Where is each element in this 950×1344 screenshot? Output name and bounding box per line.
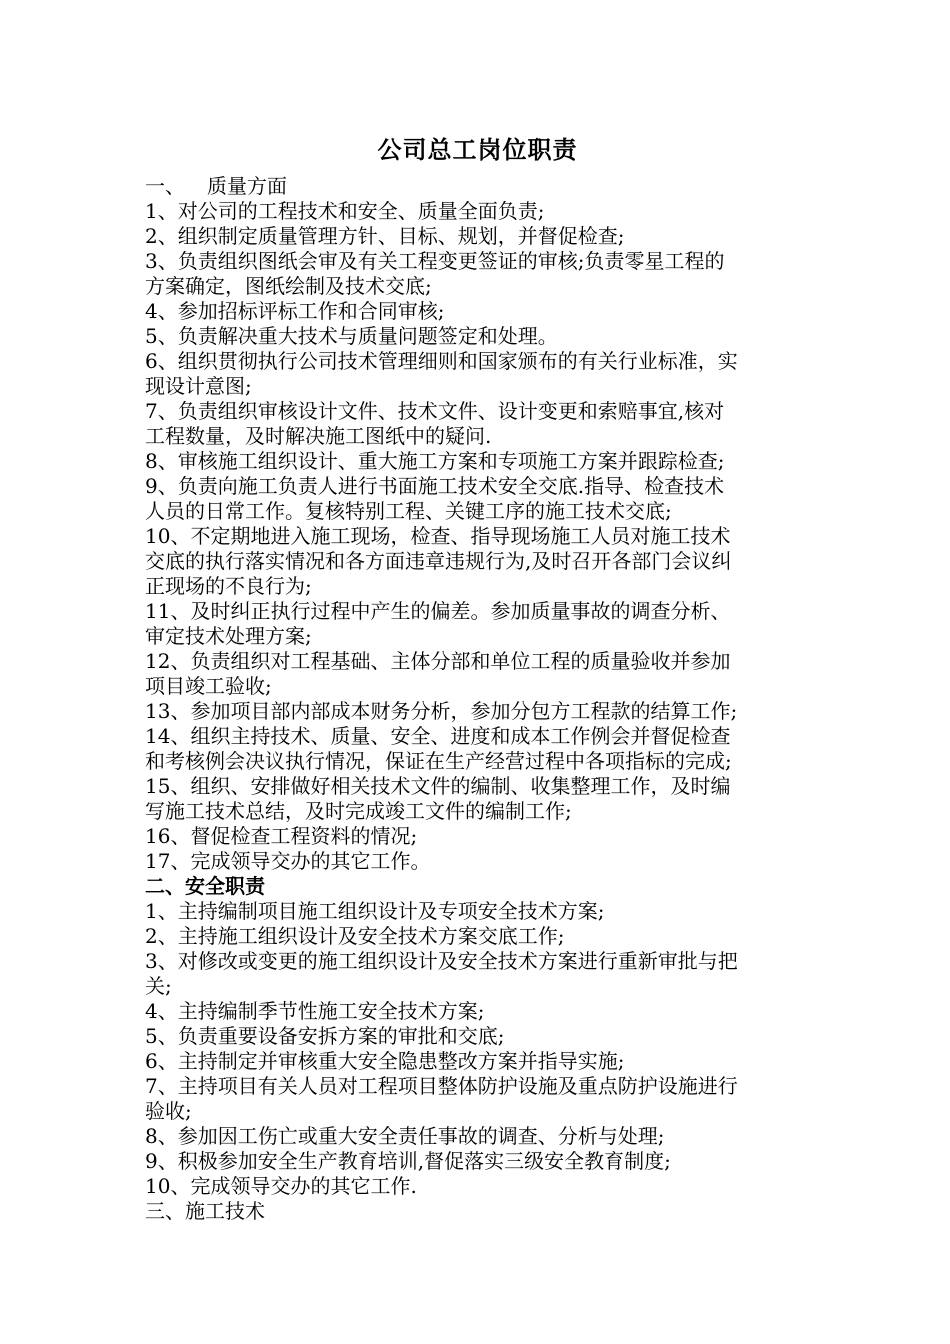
body-line: 11、及时纠正执行过程中产生的偏差。参加质量事故的调查分析、: [145, 599, 731, 623]
body-line: 7、主持项目有关人员对工程项目整体防护设施及重点防护设施进行: [145, 1074, 738, 1098]
section-number: 二、: [145, 874, 185, 898]
body-line: 10、完成领导交办的其它工作.: [145, 1174, 417, 1198]
body-line: 方案确定，图纸绘制及技术交底;: [145, 274, 432, 298]
section-title: 质量方面: [207, 174, 287, 198]
body-line: 12、负责组织对工程基础、主体分部和单位工程的质量验收并参加: [145, 649, 731, 673]
body-line: 3、对修改或变更的施工组织设计及安全技术方案进行重新审批与把: [145, 949, 738, 973]
body-line: 2、主持施工组织设计及安全技术方案交底工作;: [145, 924, 565, 948]
body-line: 关;: [145, 974, 172, 998]
body-line: 人员的日常工作。复核特别工程、关键工序的施工技术交底;: [145, 499, 672, 523]
body-line: 5、负责重要设备安拆方案的审批和交底;: [145, 1024, 505, 1048]
body-line: 正现场的不良行为;: [145, 574, 312, 598]
body-line: 9、负责向施工负责人进行书面施工技术安全交底.指导、检查技术: [145, 474, 725, 498]
body-line: 交底的执行落实情况和各方面违章违规行为,及时召开各部门会议纠: [145, 549, 732, 573]
body-line: 项目竣工验收;: [145, 674, 272, 698]
body-line: 17、完成领导交办的其它工作。: [145, 849, 431, 873]
section-title: 施工技术: [185, 1199, 265, 1223]
body-line: 验收;: [145, 1099, 192, 1123]
body-line: 5、负责解决重大技术与质量问题签定和处理。: [145, 324, 558, 348]
body-line: 1、对公司的工程技术和安全、质量全面负责;: [145, 199, 545, 223]
section-number: 三、: [145, 1199, 185, 1223]
body-line: 16、督促检查工程资料的情况;: [145, 824, 418, 848]
section-title: 安全职责: [185, 874, 265, 898]
body-line: 4、主持编制季节性施工安全技术方案;: [145, 999, 485, 1023]
section-heading: [145, 174, 810, 199]
document-body: [145, 174, 810, 1224]
body-line: 9、积极参加安全生产教育培训,督促落实三级安全教育制度;: [145, 1149, 671, 1173]
section-number: 一、: [145, 174, 185, 198]
body-line: 7、负责组织审核设计文件、技术文件、设计变更和索赔事宜,核对: [145, 399, 725, 423]
body-line: 审定技术处理方案;: [145, 624, 312, 648]
body-line: 15、组织、安排做好相关技术文件的编制、收集整理工作，及时编: [145, 774, 731, 798]
body-line: 2、组织制定质量管理方针、目标、规划，并督促检查;: [145, 224, 625, 248]
body-line: 6、主持制定并审核重大安全隐患整改方案并指导实施;: [145, 1049, 625, 1073]
body-line: 8、参加因工伤亡或重大安全责任事故的调查、分析与处理;: [145, 1124, 665, 1148]
body-line: 8、审核施工组织设计、重大施工方案和专项施工方案并跟踪检查;: [145, 449, 725, 473]
body-line: 14、组织主持技术、质量、安全、进度和成本工作例会并督促检查: [145, 724, 731, 748]
body-line: 和考核例会决议执行情况，保证在生产经营过程中各项指标的完成;: [145, 749, 732, 773]
document-title: 公司总工岗位职责: [377, 135, 578, 164]
body-line: 6、组织贯彻执行公司技术管理细则和国家颁布的有关行业标准，实: [145, 349, 738, 373]
document-page: [145, 130, 810, 1224]
body-line: 3、负责组织图纸会审及有关工程变更签证的审核;负责零星工程的: [145, 249, 725, 273]
body-line: 13、参加项目部内部成本财务分析，参加分包方工程款的结算工作;: [145, 699, 738, 723]
section-heading: [145, 874, 810, 899]
section-heading: [145, 1199, 810, 1224]
body-line: 工程数量，及时解决施工图纸中的疑问.: [145, 424, 492, 448]
body-line: 10、不定期地进入施工现场，检查、指导现场施工人员对施工技术: [145, 524, 731, 548]
body-line: 现设计意图;: [145, 374, 252, 398]
body-line: 4、参加招标评标工作和合同审核;: [145, 299, 445, 323]
body-line: 1、主持编制项目施工组织设计及专项安全技术方案;: [145, 899, 605, 923]
body-line: 写施工技术总结，及时完成竣工文件的编制工作;: [145, 799, 572, 823]
